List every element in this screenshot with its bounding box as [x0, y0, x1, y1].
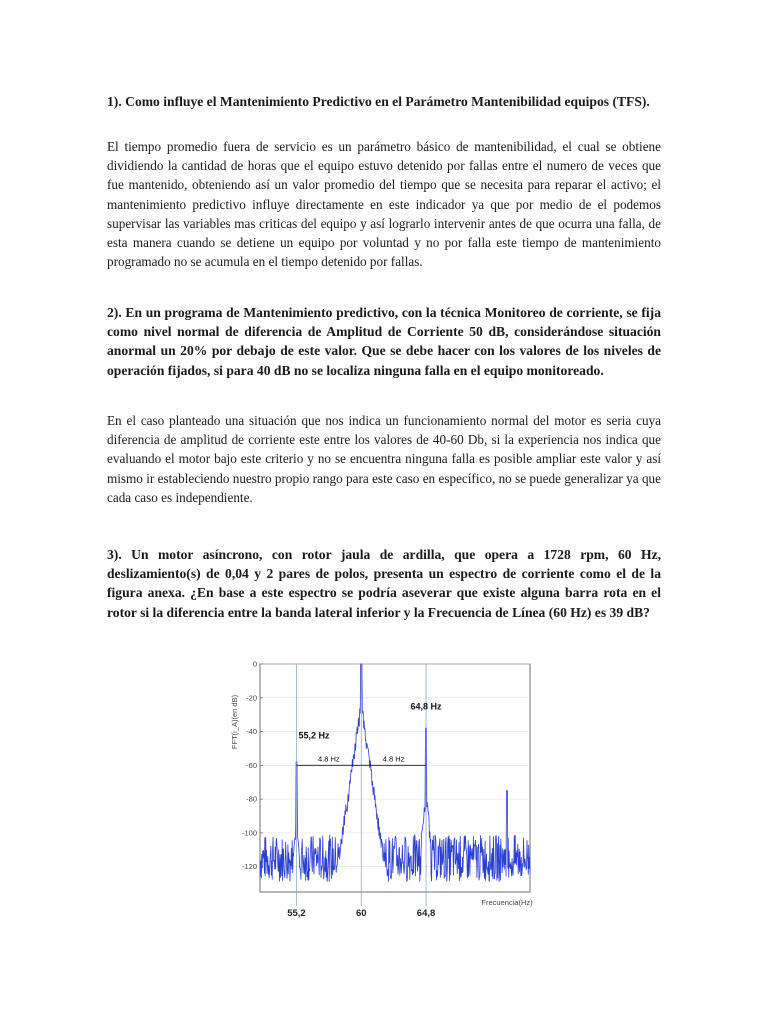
spacing-right-label: 4.8 Hz [382, 754, 405, 764]
answer-1: El tiempo promedio fuera de servicio es un parámetro básico de mantenibilidad, el cual se obtiene dividiendo la cantidad de horas que el equipo estuvo detenido por fallas entre el numero de veces que fue mantenido, obteniendo así un valor promedio del tiempo que se necesita para reparar el activo; el mantenimiento predictivo influye directamente en este indicador ya que por medio de el podemos supervisar las variables mas criticas del equipo y así lograrlo intervenir antes de que ocurra una falla, de esta manera cuando se detiene un equipo por voluntad y no por falla este tiempo de mantenimiento programado no se acumula en el tiempo detenido por fallas. [107, 139, 661, 270]
answer-2: En el caso planteado una situación que nos indica un funcionamiento normal del motor es seria cuya diferencia de amplitud de corriente este entre los valores de 40-60 Db, si la experiencia nos indica que evaluando el motor bajo este criterio y no se encuentra ninguna falla es posible ampliar este valor y así mismo ir estableciendo nuestro propio rango para este caso en específico, no se puede generalizar ya que cada caso es independiente. [107, 413, 661, 505]
lower-sideband-label: 55,2 Hz [298, 730, 330, 741]
y-tick-label: -80 [246, 794, 257, 804]
y-tick-label: -120 [241, 862, 257, 872]
question-2: 2). En un programa de Mantenimiento predictivo, con la técnica Monitoreo de corriente, se fija como nivel normal de diferencia de Amplitud de Corriente 50 dB, considerándose situación anormal un 20% por debajo de este valor. Que se debe hacer con los valores de los niveles de operación fijados, si para 40 dB no se localiza ninguna falla en el equipo monitoreado. [107, 305, 661, 378]
x-marker-label: 60 [355, 908, 367, 919]
spacing-left-label: 4.8 Hz [318, 754, 340, 764]
y-tick-label: -20 [246, 693, 257, 703]
y-tick-label: 0 [252, 660, 257, 669]
upper-sideband-label: 64,8 Hz [410, 701, 442, 712]
x-marker-label: 64,8 [416, 908, 436, 919]
x-marker-label: 55,2 [287, 908, 306, 919]
y-axis-label: FFT(i_A)(en dB) [230, 694, 239, 750]
question-3: 3). Un motor asíncrono, con rotor jaula de ardilla, que opera a 1728 rpm, 60 Hz, deslizamiento(s) de 0,04 y 2 pares de polos, presenta un espectro de corriente como el de la figura anexa. ¿En base a este espectro se podría aseverar que existe alguna barra rota en el rotor si la diferencia entre la banda lateral inferior y la Frecuencia de Línea (60 Hz) es 39 dB? [107, 547, 661, 620]
x-axis-label: Frecuencia(Hz) [481, 898, 533, 907]
y-tick-label: -40 [246, 727, 257, 737]
question-1: 1). Como influye el Mantenimiento Predictivo en el Parámetro Mantenibilidad equipos (TFS). [107, 94, 650, 109]
y-tick-label: -60 [246, 760, 257, 770]
current-spectrum-chart [224, 660, 546, 925]
y-tick-label: -100 [241, 828, 257, 838]
